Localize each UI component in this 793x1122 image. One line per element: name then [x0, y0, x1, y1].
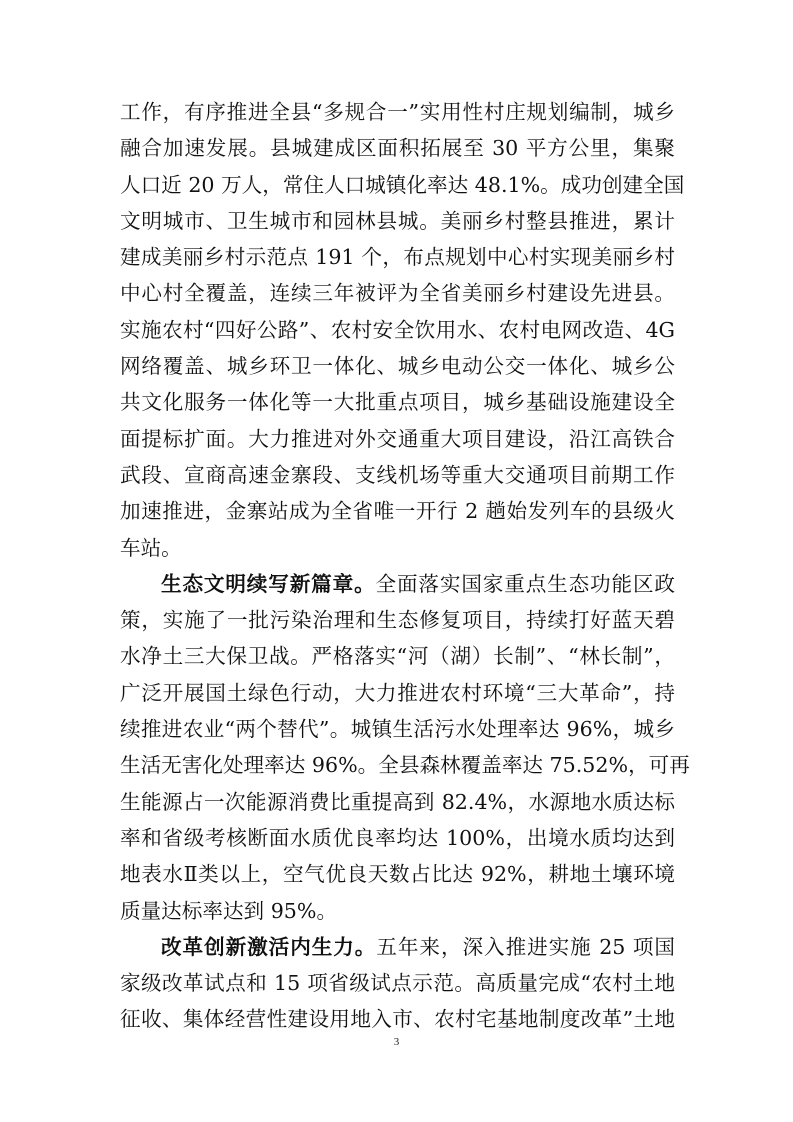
body-text [120, 94, 690, 1038]
text-line: 工作，有序推进全县“多规合一”实用性村庄规划编制，城乡 [120, 100, 675, 124]
text-line: 策，实施了一批污染治理和生态修复项目，持续打好蓝天碧 [120, 608, 675, 633]
section-heading: 改革创新激活内生力。 [161, 934, 377, 959]
paragraph-first-line [120, 929, 675, 965]
text-line: 人口近 20 万人，常住人口城镇化率达 48.1%。成功创建全国 [120, 172, 685, 197]
text-run: 全面落实国家重点生态功能区政 [375, 571, 676, 596]
text-line: 率和省级考核断面水质优良率均达 100%，出境水质均达到 [120, 825, 675, 850]
text-line: 地表水Ⅱ类以上，空气优良天数占比达 92%，耕地土壤环境 [120, 862, 675, 887]
text-line: 加速推进，金寨站成为全省唯一开行 2 趟始发列车的县级火 [120, 499, 675, 524]
text-line: 建成美丽乡村示范点 191 个，布点规划中心村实现美丽乡村 [120, 245, 675, 270]
text-line: 面提标扩面。大力推进对外交通重大项目建设，沿江高铁合 [120, 426, 675, 451]
text-line: 广泛开展国土绿色行动，大力推进农村环境“三大革命”，持 [120, 680, 675, 705]
text-line: 生能源占一次能源消费比重提高到 82.4%，水源地水质达标 [120, 789, 675, 814]
text-line: 文明城市、卫生城市和园林县城。美丽乡村整县推进，累计 [120, 208, 675, 233]
text-line: 实施农村“四好公路”、农村安全饮用水、农村电网改造、4G [120, 317, 675, 342]
text-line: 融合加速发展。县城建成区面积拓展至 30 平方公里，集聚 [120, 136, 675, 161]
text-line: 水净土三大保卫战。严格落实“河（湖）长制”、“林长制”， [120, 644, 675, 669]
text-run: 五年来，深入推进实施 25 项国 [376, 934, 676, 959]
text-line: 网络覆盖、城乡环卫一体化、城乡电动公交一体化、城乡公 [120, 354, 675, 379]
text-line: 武段、宣商高速金寨段、支线机场等重大交通项目前期工作 [120, 462, 675, 487]
page-number: 3 [393, 1036, 400, 1048]
text-line: 生活无害化处理率达 96%。全县森林覆盖率达 75.52%，可再 [120, 753, 690, 778]
text-line: 车站。 [120, 535, 182, 560]
section-heading: 生态文明续写新篇章。 [161, 571, 376, 596]
text-line: 续推进农业“两个替代”。城镇生活污水处理率达 96%，城乡 [120, 717, 675, 742]
text-line: 家级改革试点和 15 项省级试点示范。高质量完成“农村土地 [120, 971, 675, 996]
text-line: 共文化服务一体化等一大批重点项目，城乡基础设施建设全 [120, 390, 675, 415]
text-line: 质量达标率达到 95%。 [120, 898, 338, 923]
text-line: 征收、集体经营性建设用地入市、农村宅基地制度改革”土地 [120, 1007, 675, 1032]
paragraph-first-line [120, 566, 675, 602]
text-line: 中心村全覆盖，连续三年被评为全省美丽乡村建设先进县。 [120, 281, 675, 306]
